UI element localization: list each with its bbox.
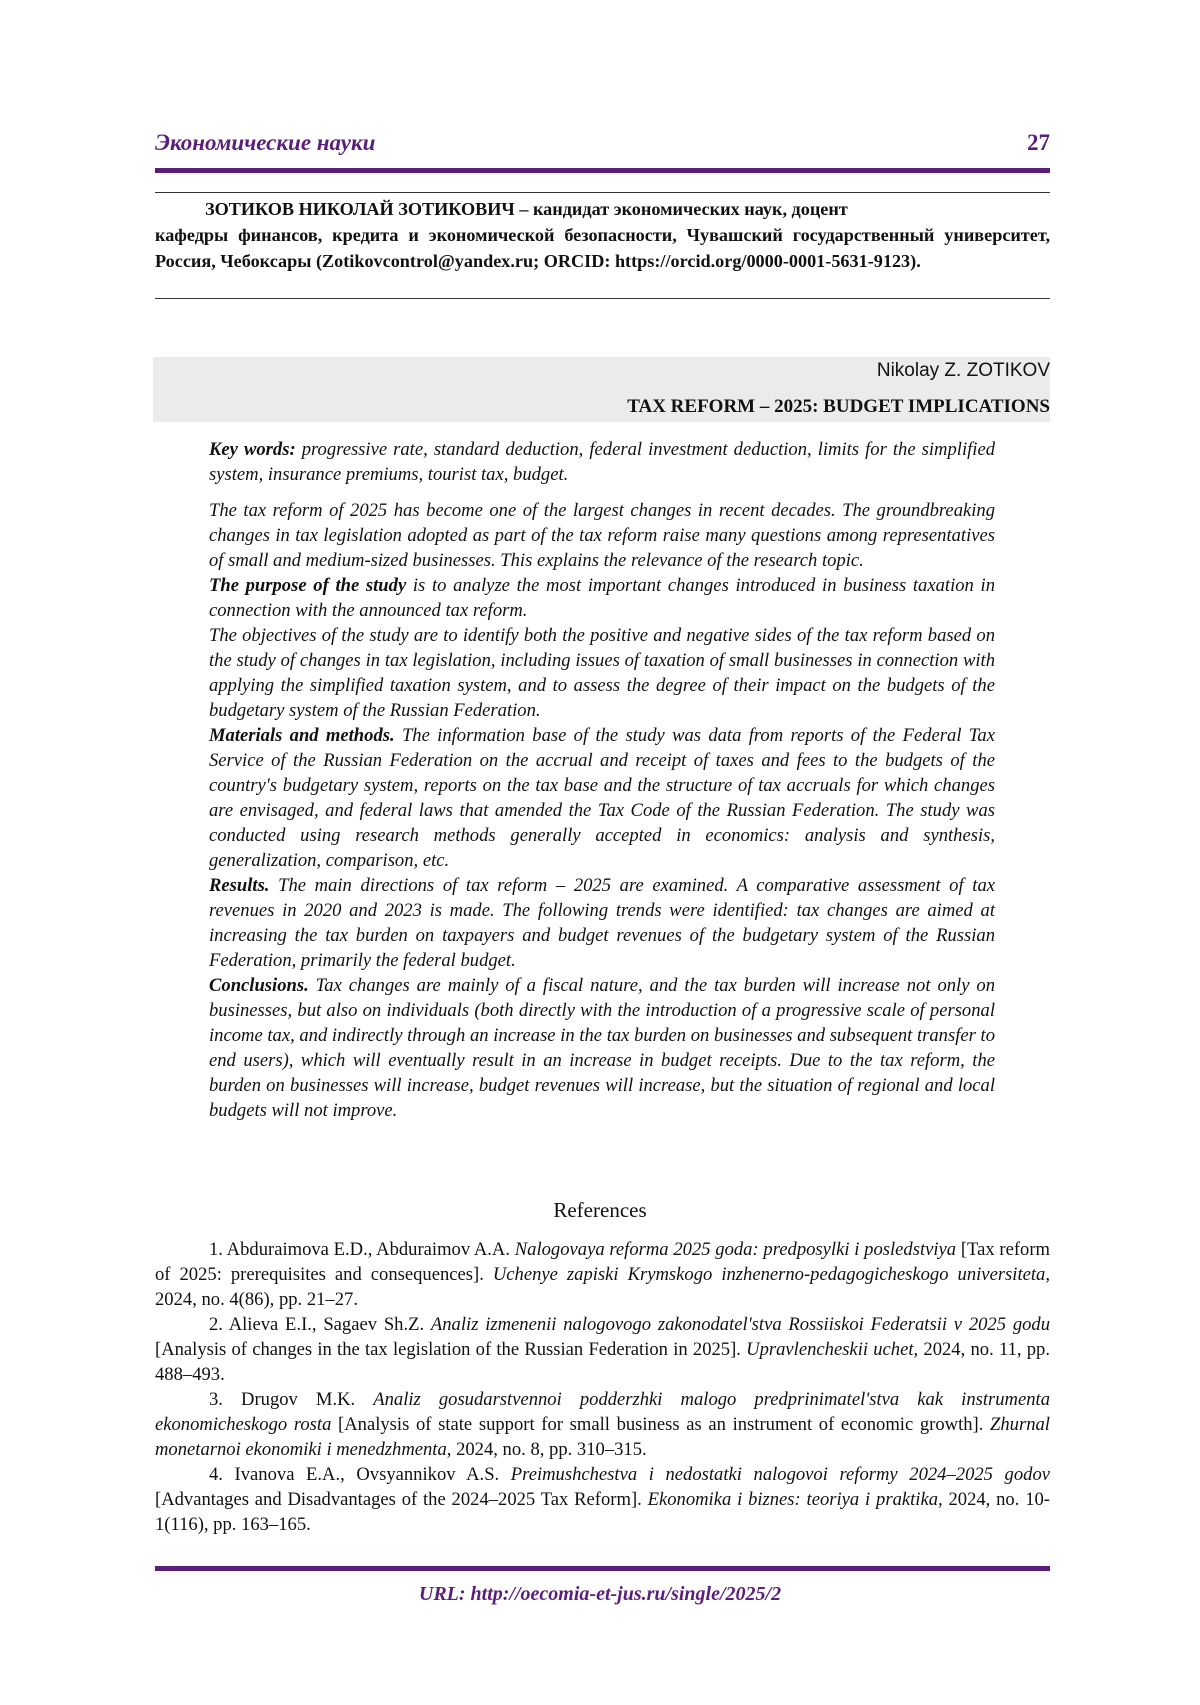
- reference-authors: Drugov M.K.: [222, 1389, 374, 1410]
- reference-item: [155, 1312, 1050, 1387]
- reference-authors: Alieva E.I., Sagaev Sh.Z.: [222, 1314, 431, 1335]
- reference-title: Nalogovaya reforma 2025 goda: predposylki i posledstviya: [514, 1239, 957, 1260]
- reference-details: , 2024, no. 8, pp. 310–315.: [446, 1439, 647, 1460]
- reference-number: 1.: [209, 1239, 223, 1260]
- reference-item: [155, 1462, 1050, 1537]
- references-heading: References: [553, 1198, 647, 1222]
- reference-translation: [Advantages and Disadvantages of the 2024–2025 Tax Reform].: [155, 1489, 648, 1510]
- reference-item: [155, 1237, 1050, 1312]
- keywords-text: progressive rate, standard deduction, federal investment deduction, limits for the simplified system, insurance premiums, tourist tax, budget.: [209, 439, 995, 485]
- abstract-methods: [209, 723, 995, 873]
- author-degree: – кандидат экономических наук, доцент: [514, 199, 848, 219]
- results-text: The main directions of tax reform – 2025 are examined. A comparative assessment of tax revenues in 2020 and 2023 is made. The following trends were identified: tax changes are aimed at increasing the tax burden on taxpayers and budget revenues of the budgetary system of the Russian Federation, primarily the federal budget.: [209, 875, 995, 971]
- author-info-ru: [155, 196, 1050, 274]
- reference-details: , 2024, no. 11, pp. 488–493.: [155, 1339, 1050, 1385]
- author-first-line: [155, 196, 1050, 222]
- reference-authors: Ivanova E.A., Ovsyannikov A.S.: [222, 1464, 511, 1485]
- reference-title: Analiz izmenenii nalogovogo zakonodatel'stva Rossiiskoi Federatsii v 2025 godu: [430, 1314, 1051, 1335]
- author-name-en: Nikolay Z. ZOTIKOV: [876, 360, 1050, 381]
- abstract-objectives: The objectives of the study are to identify both the positive and negative sides of the tax reform based on the study of changes in tax legislation, including issues of taxation of small businesses in connection with applying the simplified taxation system, and to assess the degree of their impact on the budgets of the budgetary system of the Russian Federation.: [209, 625, 995, 721]
- reference-source: Zhurnal monetarnoi ekonomiki i menedzhmenta: [155, 1414, 1050, 1460]
- conclusions-label: Conclusions.: [209, 975, 309, 996]
- reference-number: 3.: [209, 1389, 223, 1410]
- reference-details: , 2024, no. 10-1(116), pp. 163–165.: [155, 1489, 1050, 1535]
- article-title-en: TAX REFORM – 2025: BUDGET IMPLICATIONS: [627, 396, 1050, 417]
- abstract-conclusions: [209, 973, 995, 1123]
- reference-source: Upravlencheskii uchet: [746, 1339, 914, 1360]
- journal-section-title: Экономические науки: [155, 130, 376, 155]
- reference-source: Uchenye zapiski Krymskogo inzhenerno-pedagogicheskogo universiteta: [492, 1264, 1046, 1285]
- author-top-rule: [155, 192, 1050, 193]
- reference-title: Preimushchestva i nedostatki nalogovoi reformy 2024–2025 godov: [510, 1464, 1050, 1485]
- author-bottom-rule: [155, 298, 1050, 299]
- abstract-results: [209, 873, 995, 973]
- reference-source: Ekonomika i biznes: teoriya i praktika: [647, 1489, 938, 1510]
- abstract-purpose: [209, 573, 995, 623]
- conclusions-text: Tax changes are mainly of a fiscal nature, and the tax burden will increase not only on businesses, but also on individuals (both directly with the introduction of a progressive scale of personal income tax, and indirectly through an increase in the tax burden on businesses and subsequent transfer to end users), which will eventually result in an increase in budget receipts. Due to the tax reform, the burden on businesses will increase, budget revenues will increase, but the situation of regional and local budgets will not improve.: [209, 975, 995, 1121]
- reference-translation: [Analysis of state support for small business as an instrument of economic growth].: [331, 1414, 991, 1435]
- header-rule: [155, 168, 1050, 173]
- abstract: [209, 437, 995, 1123]
- page-number: 27: [1027, 130, 1050, 155]
- reference-authors: Abduraimova E.D., Abduraimov A.A.: [222, 1239, 515, 1260]
- footer-rule: [155, 1566, 1050, 1571]
- abstract-intro: The tax reform of 2025 has become one of the largest changes in recent decades. The groundbreaking changes in tax legislation adopted as part of the tax reform raise many questions among representatives of small and medium-sized businesses. This explains the relevance of the research topic.: [209, 500, 995, 571]
- methods-label: Materials and methods.: [209, 725, 395, 746]
- reference-number: 4.: [209, 1464, 223, 1485]
- methods-text: The information base of the study was data from reports of the Federal Tax Service of the Russian Federation on the accrual and receipt of taxes and fees to the budgets of the country's budgetary system, reports on the tax base and the structure of tax accruals for which changes are envisaged, and federal laws that amended the Tax Code of the Russian Federation. The study was conducted using research methods generally accepted in economics: analysis and synthesis, generalization, comparison, etc.: [209, 725, 995, 871]
- purpose-text: is to analyze the most important changes introduced in business taxation in connection with the announced tax reform.: [209, 575, 995, 621]
- keywords-label: Key words:: [209, 439, 296, 460]
- author-affiliation: кафедры финансов, кредита и экономической безопасности, Чувашский государственный университет, Россия, Чебоксары (Zotikovcontrol@yandex.ru; ORCID: https://orcid.org/0000-0001-5631-9123).: [155, 225, 1050, 271]
- reference-translation: [Tax reform of 2025: prerequisites and consequences].: [155, 1239, 1050, 1285]
- author-name-ru: ЗОТИКОВ НИКОЛАЙ ЗОТИКОВИЧ: [205, 199, 515, 219]
- reference-item: [155, 1387, 1050, 1462]
- reference-number: 2.: [209, 1314, 223, 1335]
- results-label: Results.: [209, 875, 270, 896]
- reference-translation: [Analysis of changes in the tax legislation of the Russian Federation in 2025].: [155, 1339, 747, 1360]
- running-header: [155, 130, 1050, 168]
- reference-title: Analiz gosudarstvennoi podderzhki malogo predprinimatel'stva kak instrumenta ekonomicheskogo rosta: [155, 1389, 1050, 1435]
- purpose-label: The purpose of the study: [209, 575, 407, 596]
- reference-details: , 2024, no. 4(86), pp. 21–27.: [155, 1264, 1050, 1310]
- footer-url: URL: http://oecomia-et-jus.ru/single/2025/2: [418, 1583, 782, 1605]
- references-list: [155, 1237, 1050, 1537]
- keywords-paragraph: [209, 437, 995, 487]
